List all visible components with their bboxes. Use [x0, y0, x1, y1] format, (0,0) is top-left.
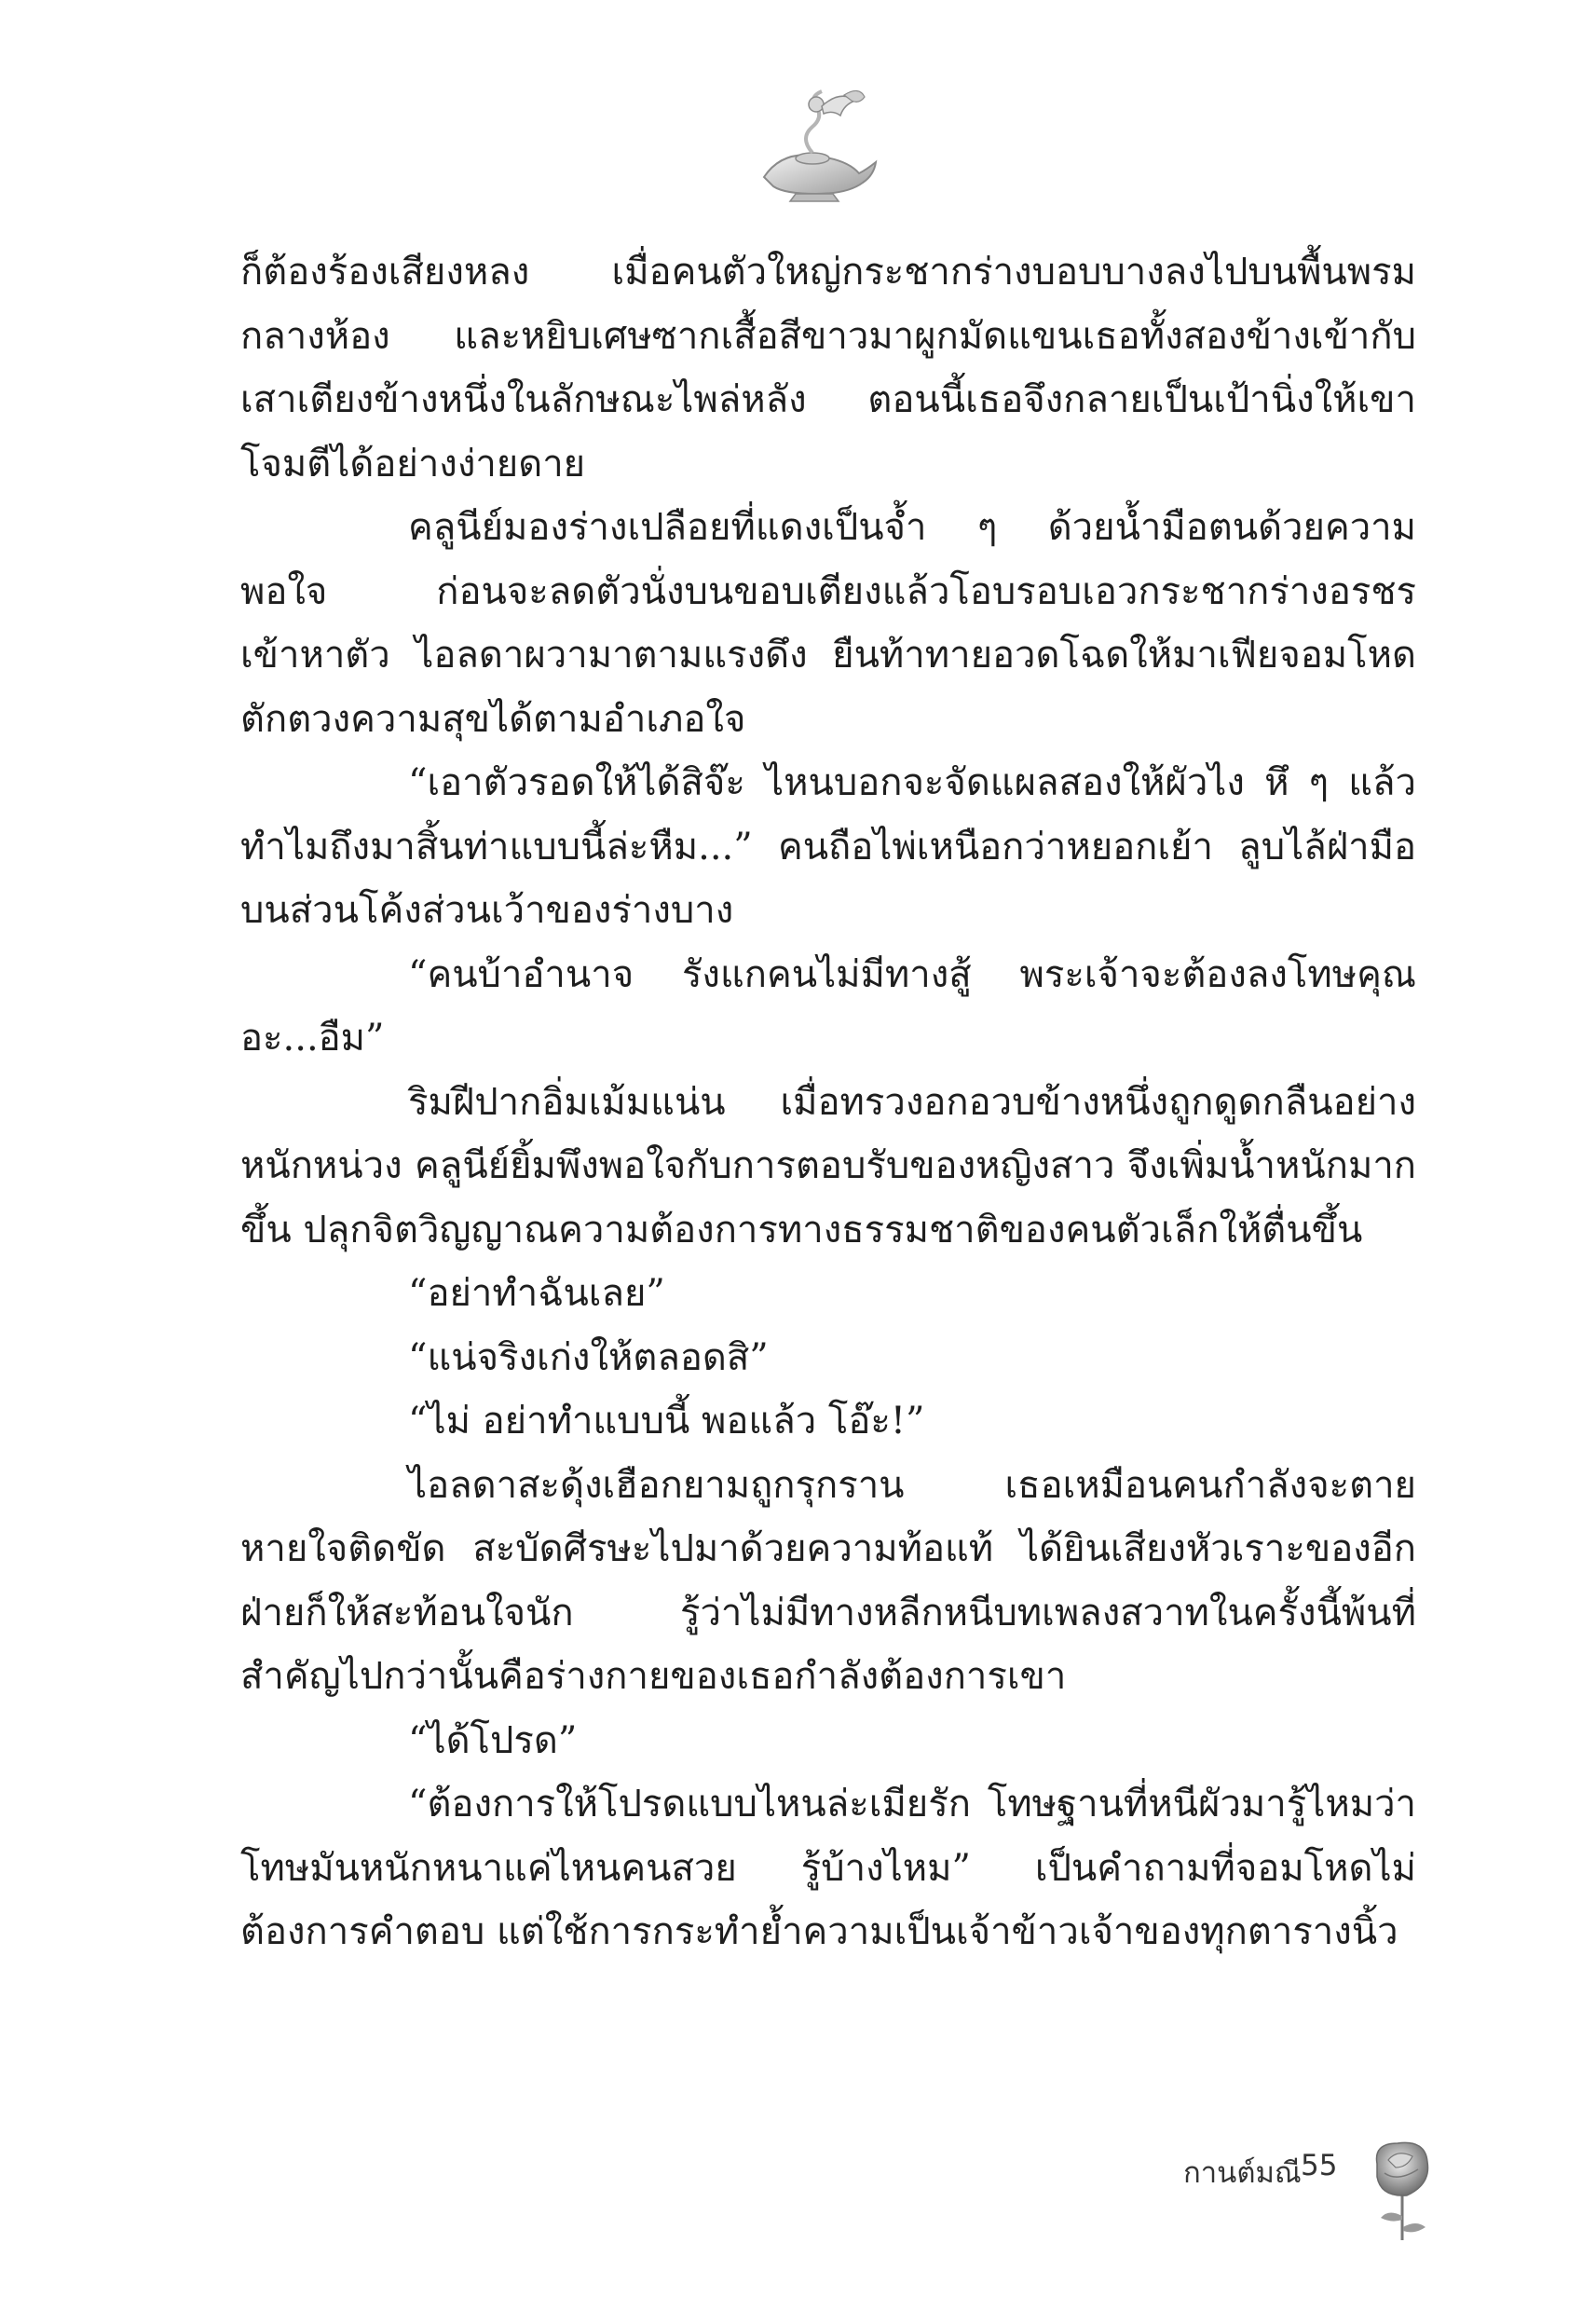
rose-icon: [1360, 2136, 1444, 2248]
dialogue-line: “ได้โปรด”: [408, 1718, 578, 1762]
dialogue-line: “แน่จริงเก่งให้ตลอดสิ”: [408, 1335, 769, 1379]
paragraph: ไอลดาสะดุ้งเฮือกยามถูกรุกราน เธอเหมือนคนกำลังจะตายหายใจติดขัด สะบัดศีรษะไปมาด้วยความท้อแท้ ได้ยินเสียงหัวเราะของอีกฝ่ายก็ให้สะท้อนใจนัก รู้ว่าไม่มีทางหลีกหนีบทเพลงสวาทในครั้งนี้พ้นที่สำคัญไปกว่านั้นคือร่างกายของเธอกำลังต้องการเขา: [240, 1463, 1416, 1698]
paragraph: “เอาตัวรอดให้ได้สิจ๊ะ ไหนบอกจะจัดแผลสองให้ผัวไง หึ ๆ แล้วทำไมถึงมาสิ้นท่าแบบนี้ล่ะหืม...” คนถือไพ่เหนือกว่าหยอกเย้า ลูบไล้ฝ่ามือบนส่วนโค้งส่วนเว้าของร่างบาง: [240, 761, 1416, 932]
dialogue-line: “ไม่ อย่าทำแบบนี้ พอแล้ว โอ๊ะ!”: [408, 1400, 925, 1443]
paragraph: “ต้องการให้โปรดแบบไหนล่ะเมียรัก โทษฐานที่หนีผัวมารู้ไหมว่าโทษมันหนักหนาแค่ไหนคนสวย รู้บ้างไหม” เป็นคำถามที่จอมโหดไม่ต้องการคำตอบ แต่ใช้การกระทำย้ำความเป็นเจ้าข้าวเจ้าของทุกตารางนิ้ว: [240, 1783, 1416, 1953]
paragraph: “คนบ้าอำนาจ รังแกคนไม่มีทางสู้ พระเจ้าจะต้องลงโทษคุณอะ...อืม”: [240, 952, 1416, 1060]
page-number: 55: [1301, 2149, 1338, 2182]
genie-lamp-with-cupid-icon: [755, 84, 885, 205]
page-footer: [1183, 2136, 1481, 2248]
paragraph: คลูนีย์มองร่างเปลือยที่แดงเป็นจ้ำ ๆ ด้วยน้ำมือตนด้วยความพอใจ ก่อนจะลดตัวนั่งบนขอบเตียงแล้วโอบรอบเอวกระชากร่างอรชรเข้าหาตัว ไอลดาผวามาตามแรงดึง ยืนท้าทายอวดโฉดให้มาเฟียจอมโหดตักตวงความสุขได้ตามอำเภอใจ: [240, 506, 1416, 741]
dialogue-line: “อย่าทำฉันเลย”: [408, 1272, 665, 1315]
body-text: [240, 240, 1416, 1964]
paragraph: ก็ต้องร้องเสียงหลง เมื่อคนตัวใหญ่กระชากร่างบอบบางลงไปบนพื้นพรมกลางห้อง และหยิบเศษซากเสื้อสีขาวมาผูกมัดแขนเธอทั้งสองข้างเข้ากับเสาเตียงข้างหนึ่งในลักษณะไพล่หลัง ตอนนี้เธอจึงกลายเป็นเป้านิ่งให้เขาโจมตีได้อย่างง่ายดาย: [240, 251, 1416, 485]
paragraph: ริมฝีปากอิ่มเม้มแน่น เมื่อทรวงอกอวบข้างหนึ่งถูกดูดกลืนอย่างหนักหน่วง คลูนีย์ยิ้มพึงพอใจกับการตอบรับของหญิงสาว จึงเพิ่มน้ำหนักมากขึ้น ปลุกจิตวิญญาณความต้องการทางธรรมชาติของคนตัวเล็กให้ตื่นขึ้น: [240, 1080, 1416, 1251]
author-name: กานต์มณี: [1183, 2156, 1302, 2190]
